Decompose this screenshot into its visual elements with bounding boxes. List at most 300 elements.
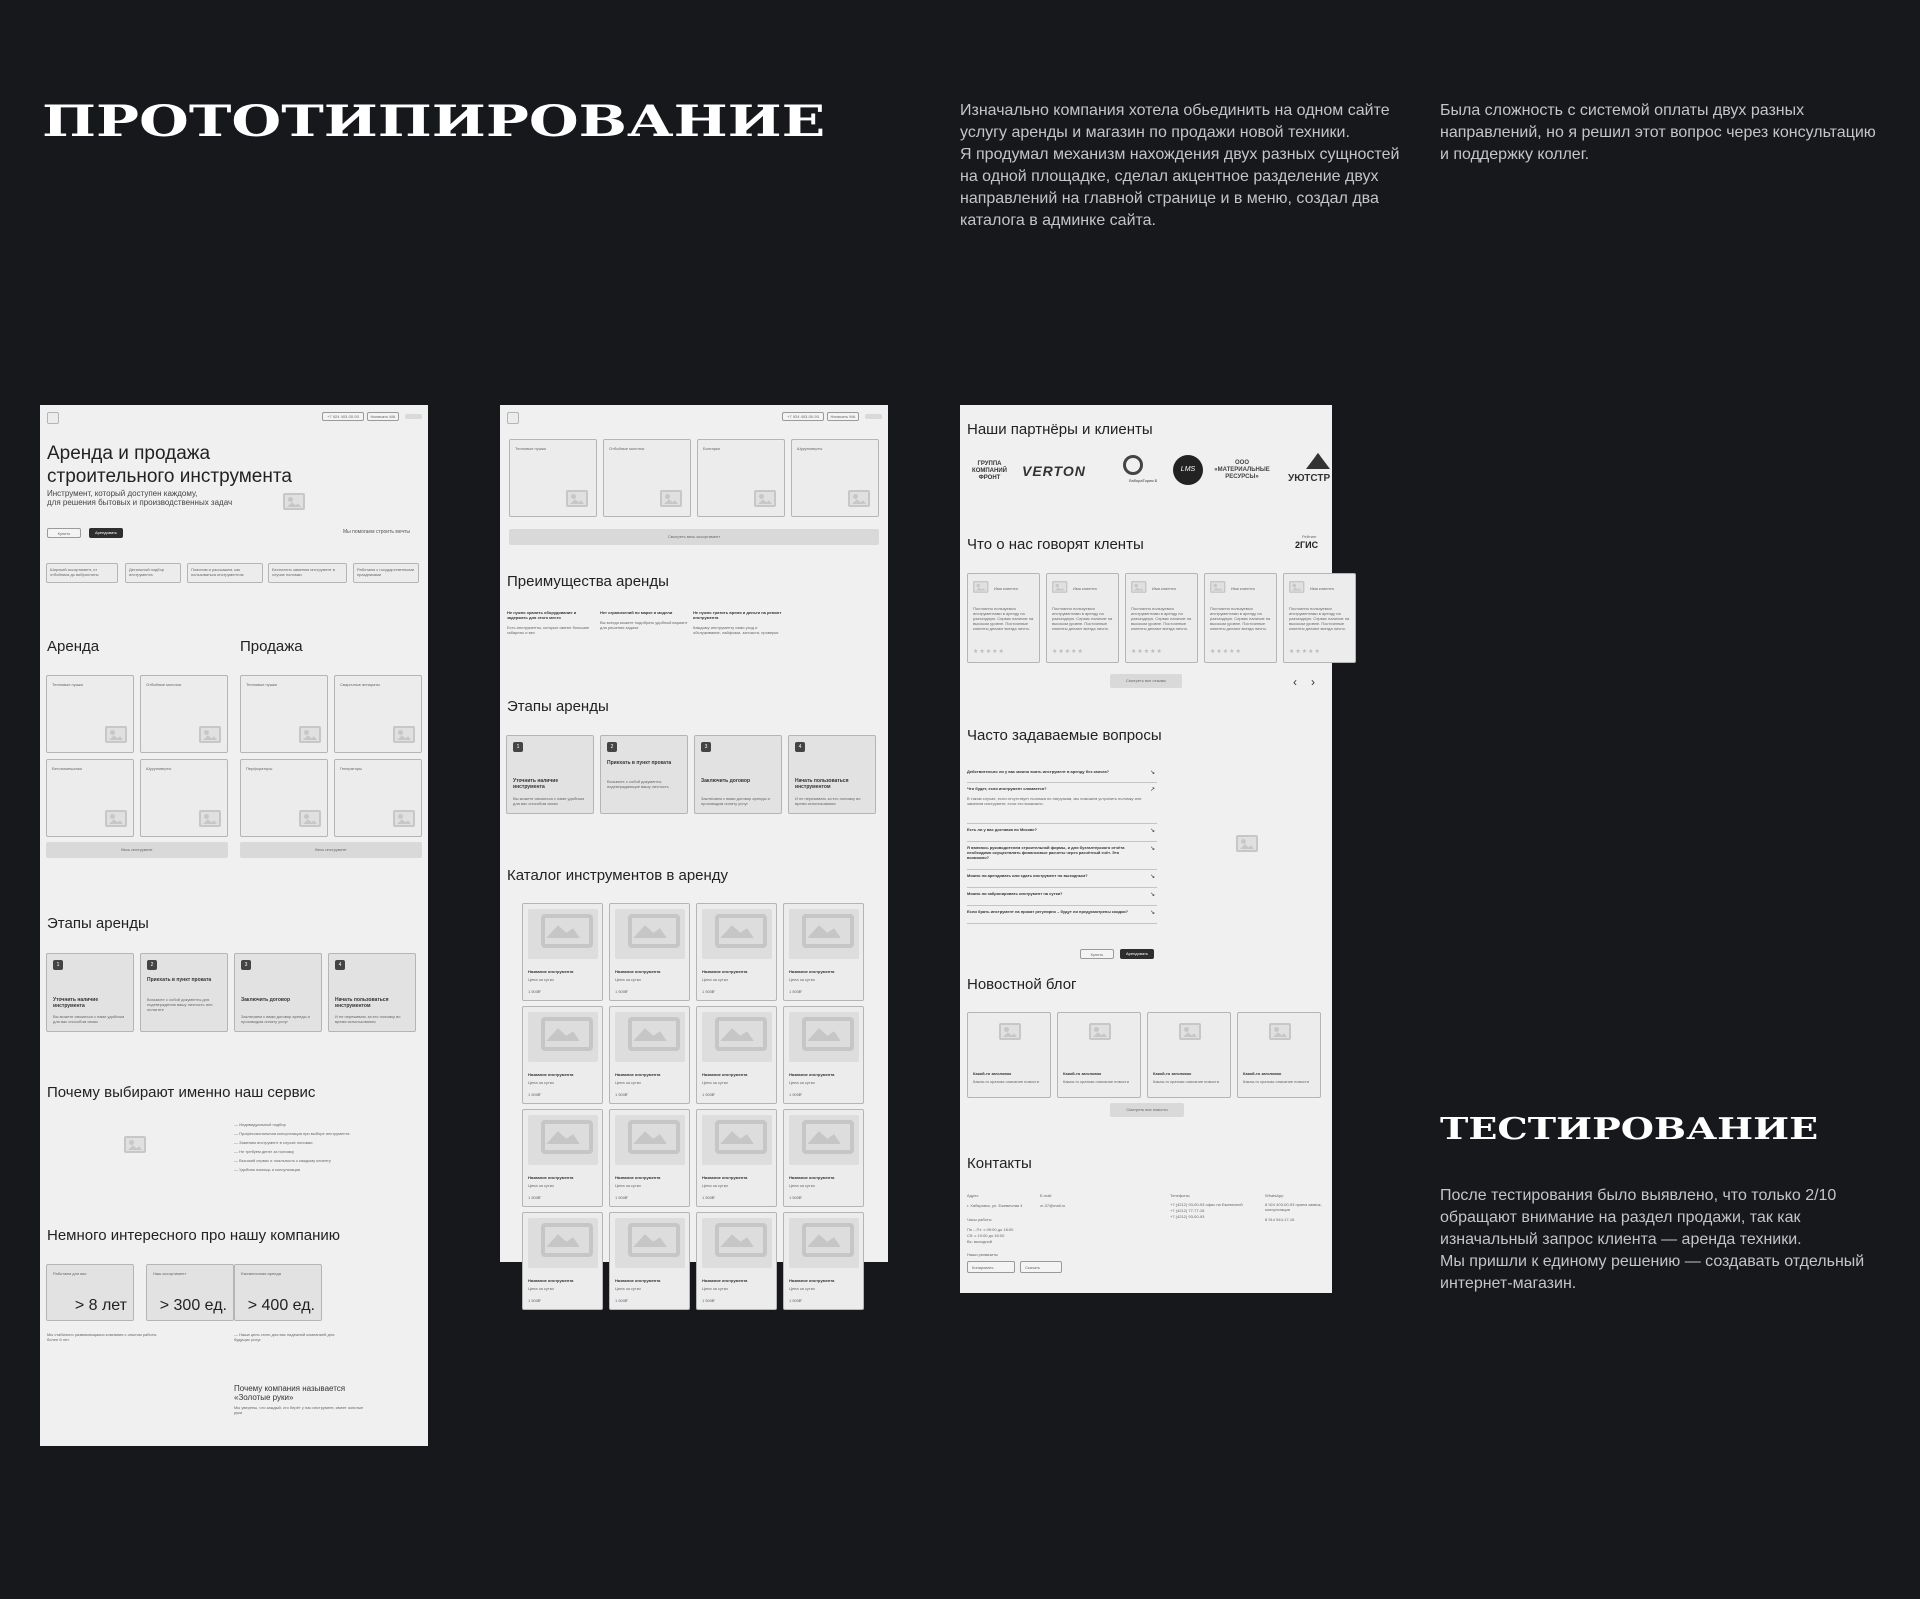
- stage-card: 3 Заключить договор Заключаем с вами договор аренды и производим оплату услуг: [234, 953, 322, 1032]
- menu-icon[interactable]: [405, 414, 422, 419]
- feature-card: Работаем с государственными праздниками: [353, 563, 419, 583]
- product-card[interactable]: [609, 903, 690, 1001]
- faq-arrow-icon[interactable]: ↘: [1149, 874, 1155, 880]
- stage-card: 4 Начать пользоваться инструментом И не переживать за его поломку во время использования: [788, 735, 876, 814]
- category-card[interactable]: Болгарки: [697, 439, 785, 517]
- stage-number: 4: [795, 742, 805, 752]
- feature-card: Поясним и расскажем, как пользоваться инструментом: [187, 563, 263, 583]
- review-card: [967, 573, 1040, 663]
- partner-logo: VERTON: [1022, 463, 1086, 479]
- product-price: 1 500₽: [615, 1298, 628, 1303]
- contacts-title: Контакты: [967, 1155, 1032, 1172]
- image-icon: [105, 726, 127, 743]
- faq-divider: [967, 823, 1157, 824]
- faq-divider: [967, 923, 1157, 924]
- gis-badge: 2ГИС: [1295, 540, 1319, 550]
- faq-rent-button[interactable]: Арендовать: [1120, 949, 1154, 959]
- product-card[interactable]: [696, 1109, 777, 1207]
- review-name: Имя клиента: [1073, 586, 1097, 591]
- sale-category-card[interactable]: Генераторы: [334, 759, 422, 837]
- faq-arrow-icon[interactable]: ↘: [1149, 892, 1155, 898]
- intro-line: направлений на главной странице и в меню, создал два: [960, 190, 1379, 207]
- product-card[interactable]: [522, 1109, 603, 1207]
- faq-question: Если брать инструмент на прокат регулярно – будут ли предусмотрены скидки?: [967, 909, 1129, 914]
- faq-item[interactable]: [967, 873, 1157, 878]
- testing-line: изначальный запрос клиента — аренда техники.: [1440, 1231, 1802, 1248]
- avatar-icon: [1052, 581, 1067, 593]
- faq-arrow-icon[interactable]: ↘: [1149, 770, 1155, 776]
- reviews-title: Что о нас говорят кленты: [967, 536, 1144, 553]
- image-icon: [299, 726, 321, 743]
- faq-divider: [967, 887, 1157, 888]
- company-name-title: Почему компания называется «Золотые руки»: [234, 1384, 346, 1402]
- product-name: Название инструмента: [789, 969, 835, 974]
- hero-subtitle-line2: для решения бытовых и производственных задач: [47, 498, 233, 507]
- reviews-row: [967, 573, 1350, 663]
- blog-row: [967, 1012, 1332, 1098]
- rent-button[interactable]: Арендовать: [89, 528, 123, 538]
- whatsapp-value[interactable]: 8 914 544-17-16: [1265, 1217, 1295, 1222]
- stages-title: Этапы аренды: [507, 698, 609, 715]
- intro-line: направлений, но я решил этот вопрос через консультацию: [1440, 124, 1876, 141]
- product-name: Название инструмента: [702, 969, 748, 974]
- product-image-icon: [528, 909, 598, 959]
- stage-number: 1: [513, 742, 523, 752]
- review-name: Имя клиента: [1310, 586, 1334, 591]
- blog-card-text: Какая-то краткая описание новости: [1153, 1079, 1219, 1084]
- intro-line: Была сложность с системой оплаты двух разных: [1440, 102, 1805, 119]
- faq-item[interactable]: [967, 909, 1157, 914]
- hours-value: Вс: выходной: [967, 1239, 992, 1244]
- faq-arrow-icon[interactable]: ↗: [1149, 787, 1155, 793]
- faq-arrow-icon[interactable]: ↘: [1149, 846, 1155, 852]
- faq-question: Есть ли у вас доставка по Москве?: [967, 827, 1037, 832]
- stage-card: 3 Заключить договор Заключаем с вами договор аренды и производим оплату услуг: [694, 735, 782, 814]
- product-sub: Цена за сутки: [615, 1286, 641, 1291]
- product-name: Название инструмента: [789, 1175, 835, 1180]
- why-item: — Не требуем денег за поломку: [234, 1149, 294, 1154]
- product-sub: Цена за сутки: [789, 1183, 815, 1188]
- product-sub: Цена за сутки: [615, 1080, 641, 1085]
- product-name: Название инструмента: [528, 1072, 574, 1077]
- testing-line: После тестирования было выявлено, что только 2/10: [1440, 1187, 1837, 1204]
- blog-card[interactable]: [967, 1012, 1051, 1098]
- image-icon: [199, 726, 221, 743]
- hours-value: Пн – Пт: с 09:00 до 18:00: [967, 1227, 1014, 1232]
- whatsapp-value[interactable]: 8 924 403-00-93 прием заявок, консультации: [1265, 1202, 1322, 1212]
- next-arrow-icon[interactable]: ›: [1311, 675, 1315, 689]
- review-name: Имя клиента: [994, 586, 1018, 591]
- product-sub: Цена за сутки: [789, 1080, 815, 1085]
- stage-card: 2 Приехать в пункт проката Возьмите с собой документы подтверждающие вашу личность: [600, 735, 688, 814]
- phone-pill[interactable]: +7 924 403-00-93: [322, 412, 364, 421]
- blog-image-icon: [1269, 1023, 1291, 1040]
- faq-divider: [967, 905, 1157, 906]
- partner-logo: ГРУППА КОМПАНИЙ ФРОНТ: [972, 461, 1007, 481]
- product-price: 1 500₽: [702, 1092, 715, 1097]
- product-image-icon: [615, 1115, 685, 1165]
- stage-number: 2: [147, 960, 157, 970]
- blog-card[interactable]: [1057, 1012, 1141, 1098]
- intro-line: услугу аренды и магазин по продажи новой техники.: [960, 124, 1350, 141]
- review-stars: ★★★★★: [1052, 649, 1084, 655]
- product-image-icon: [528, 1012, 598, 1062]
- product-card[interactable]: [522, 1006, 603, 1104]
- faq-question: Можно ли забронировать инструмент на сутки?: [967, 891, 1063, 896]
- partner-logo-circle: [1123, 455, 1143, 475]
- whatsapp-label: WhatsApp: [1265, 1193, 1284, 1198]
- product-sub: Цена за сутки: [702, 1286, 728, 1291]
- faq-item[interactable]: [967, 891, 1157, 896]
- partner-logo: ЛабораТория Б: [1128, 478, 1158, 483]
- why-item: — Удобная помощь и консультация: [234, 1167, 301, 1172]
- product-sub: Цена за сутки: [528, 1080, 554, 1085]
- product-sub: Цена за сутки: [789, 977, 815, 982]
- product-price: 1 500₽: [528, 1092, 541, 1097]
- product-name: Название инструмента: [528, 969, 574, 974]
- faq-divider: [967, 841, 1157, 842]
- wireframe-rent: [500, 405, 888, 1303]
- faq-title: Часто задаваемые вопросы: [967, 727, 1162, 744]
- product-image-icon: [615, 909, 685, 959]
- faq-arrow-icon[interactable]: ↘: [1149, 910, 1155, 916]
- blog-card-title: Какой-то заголовок: [973, 1071, 1012, 1076]
- product-image-icon: [702, 909, 772, 959]
- review-card: [1125, 573, 1198, 663]
- stage-card: 1 Уточнить наличие инструмента Вы можете связаться с нами удобным для вас способом связи: [46, 953, 134, 1032]
- product-card[interactable]: [783, 1109, 864, 1207]
- blog-image-icon: [999, 1023, 1021, 1040]
- image-icon: [660, 490, 682, 507]
- phones-label: Телефоны: [1170, 1193, 1190, 1198]
- why-title: Почему выбирают именно наш сервис: [47, 1084, 316, 1101]
- product-sub: Цена за сутки: [702, 977, 728, 982]
- faq-arrow-icon[interactable]: ↘: [1149, 828, 1155, 834]
- sale-section-title: Продажа: [240, 638, 303, 655]
- product-sub: Цена за сутки: [615, 977, 641, 982]
- image-icon: [393, 810, 415, 827]
- faq-divider: [967, 782, 1157, 783]
- about-text-right: — Наша цель стать для вас надежной компанией для будущих услуг.: [234, 1332, 335, 1342]
- hero-image-icon: [283, 493, 305, 510]
- copy-button[interactable]: Копировать: [967, 1261, 1015, 1273]
- testing-heading: ТЕСТИРОВАНИЕ: [1440, 1112, 1819, 1147]
- category-card[interactable]: Отбойные молотки: [603, 439, 691, 517]
- product-image-icon: [528, 1218, 598, 1268]
- product-price: 1 500₽: [789, 1195, 802, 1200]
- address-label: Адрес: [967, 1193, 979, 1198]
- feature-card: Широкий ассортимент, от отбойника до виброплиты: [46, 563, 118, 583]
- review-name: Имя клиента: [1152, 586, 1176, 591]
- hero-title-line2: строительного инструмента: [47, 466, 292, 487]
- stages-title: Этапы аренды: [47, 915, 149, 932]
- image-icon: [848, 490, 870, 507]
- product-image-icon: [615, 1012, 685, 1062]
- testing-line: интернет-магазин.: [1440, 1275, 1577, 1292]
- rent-all-button[interactable]: Весь инструмент: [46, 842, 228, 858]
- why-list: [234, 1120, 414, 1174]
- about-title: Немного интересного про нашу компанию: [47, 1227, 340, 1244]
- product-card[interactable]: [522, 1212, 603, 1310]
- product-card[interactable]: [783, 903, 864, 1001]
- buy-button[interactable]: Купить: [47, 528, 81, 538]
- email-value[interactable]: zr-37@mail.ru: [1040, 1203, 1066, 1208]
- hero-title-line1: Аренда и продажа: [47, 443, 211, 464]
- category-card[interactable]: Шуруповерты: [791, 439, 879, 517]
- sale-category-card[interactable]: Сварочные аппараты: [334, 675, 422, 753]
- phone-value[interactable]: +7 (4212) 77-77-16: [1170, 1208, 1205, 1213]
- feature-card: Детальный подбор инструмента: [125, 563, 181, 583]
- product-card[interactable]: [522, 903, 603, 1001]
- product-price: 1 500₽: [702, 1195, 715, 1200]
- faq-item[interactable]: [967, 827, 1157, 832]
- rent-category-card[interactable]: Шуруповерты: [140, 759, 228, 837]
- address-value: г. Хабаровск, ул. Ежевичная 4: [967, 1203, 1023, 1208]
- product-card[interactable]: [783, 1212, 864, 1310]
- phone-value[interactable]: +7 (4212) 93-00-93 офис на Ежевичной: [1170, 1202, 1243, 1207]
- product-price: 1 500₽: [615, 989, 628, 994]
- stage-number: 2: [607, 742, 617, 752]
- faq-buy-button[interactable]: Купить: [1080, 949, 1114, 959]
- product-name: Название инструмента: [528, 1175, 574, 1180]
- product-name: Название инструмента: [615, 1175, 661, 1180]
- intro-line: Я продумал механизм нахождения двух разных сущностей: [960, 146, 1400, 163]
- sale-all-button[interactable]: Весь инструмент: [240, 842, 422, 858]
- write-button[interactable]: Написать WA: [367, 412, 399, 421]
- blog-card-text: Какая-то краткая описание новости: [1243, 1079, 1309, 1084]
- product-image-icon: [789, 1115, 859, 1165]
- product-card[interactable]: [696, 1006, 777, 1104]
- house-icon: [1306, 453, 1330, 469]
- product-price: 1 500₽: [789, 989, 802, 994]
- partners-title: Наши партнёры и клиенты: [967, 421, 1153, 438]
- avatar-icon: [1289, 581, 1304, 593]
- email-label: E-mail: [1040, 1193, 1052, 1198]
- logo-icon: [507, 412, 519, 424]
- product-name: Название инструмента: [615, 1072, 661, 1077]
- product-image-icon: [528, 1115, 598, 1165]
- partner-logo: LMS: [1173, 455, 1203, 485]
- product-price: 1 500₽: [615, 1195, 628, 1200]
- why-item: — Высокий сервис и лояльность к каждому клиенту: [234, 1158, 331, 1163]
- stage-number: 3: [701, 742, 711, 752]
- rent-section-title: Аренда: [47, 638, 100, 655]
- product-image-icon: [789, 1012, 859, 1062]
- why-item: — Индивидуальный подбор: [234, 1122, 286, 1127]
- product-name: Название инструмента: [789, 1278, 835, 1283]
- product-price: 1 500₽: [702, 1298, 715, 1303]
- wireframe-home: [40, 405, 428, 1446]
- blog-card-title: Какой-то заголовок: [1243, 1071, 1282, 1076]
- product-sub: Цена за сутки: [789, 1286, 815, 1291]
- why-image-icon: [124, 1136, 146, 1153]
- download-button[interactable]: Скачать: [1020, 1261, 1062, 1273]
- category-card[interactable]: Тепловые пушки: [509, 439, 597, 517]
- blog-card[interactable]: [1237, 1012, 1321, 1098]
- faq-item[interactable]: [967, 845, 1157, 860]
- stage-card: 2 Приехать в пункт проката Возьмите с собой документы для подтверждения вашу личность или оплатите: [140, 953, 228, 1032]
- product-image-icon: [789, 1218, 859, 1268]
- avatar-icon: [973, 581, 988, 593]
- prev-arrow-icon[interactable]: ‹: [1293, 675, 1297, 689]
- blog-image-icon: [1179, 1023, 1201, 1040]
- faq-divider: [967, 869, 1157, 870]
- intro-text-right: [1440, 100, 1900, 166]
- phone-pill[interactable]: +7 924 403-00-93: [782, 412, 824, 421]
- product-name: Название инструмента: [702, 1278, 748, 1283]
- intro-text-left: [960, 100, 1410, 232]
- product-image-icon: [702, 1012, 772, 1062]
- product-name: Название инструмента: [615, 1278, 661, 1283]
- advantage-item: Нет ограничений по марке и модели Вы всегда можете подобрать удобный вариант для решения задачи: [600, 610, 688, 630]
- advantage-item: Не нужно хранить оборудование и задержать для этого место Есть инструменты, которые имеют большие габариты и вес: [507, 610, 590, 635]
- review-card: [1283, 573, 1356, 663]
- product-card[interactable]: [609, 1006, 690, 1104]
- image-icon: [393, 726, 415, 743]
- review-card: [1046, 573, 1119, 663]
- rent-category-card[interactable]: Бетономешалки: [46, 759, 134, 837]
- menu-icon[interactable]: [865, 414, 882, 419]
- faq-item[interactable]: [967, 786, 1157, 806]
- sale-category-card[interactable]: Перфораторы: [240, 759, 328, 837]
- review-stars: ★★★★★: [1210, 649, 1242, 655]
- product-card[interactable]: [696, 1212, 777, 1310]
- product-card[interactable]: [609, 1212, 690, 1310]
- review-card: [1204, 573, 1277, 663]
- faq-image-icon: [1236, 835, 1258, 852]
- why-item: — Профессиональная консультация при выборе инструмента: [234, 1131, 350, 1136]
- intro-line: Изначально компания хотела обьединить на одном сайте: [960, 102, 1390, 119]
- image-icon: [199, 810, 221, 827]
- avatar-icon: [1131, 581, 1146, 593]
- requisites-label: Наши реквизиты: [967, 1252, 999, 1257]
- product-name: Название инструмента: [528, 1278, 574, 1283]
- all-assortment-button[interactable]: Смотреть весь ассортимент: [509, 529, 879, 545]
- image-icon: [299, 810, 321, 827]
- faq-question: Я являюсь руководителем строительной фирмы, и для бухгалтерского отчёта необходимо осуществлять финансовые расчеты через расчётный счёт. Это возможно?: [967, 845, 1125, 860]
- sale-category-card[interactable]: Тепловые пушки: [240, 675, 328, 753]
- help-text: Мы помогаем строить мечты: [343, 529, 410, 535]
- blog-card-text: Какая-то краткая описание новости: [1063, 1079, 1129, 1084]
- avatar-icon: [1210, 581, 1225, 593]
- faq-answer: В таком случае, если отсутствует поломка по нагрузкам, мы поможем устранить поломку или заменим инструмент, если это возможно.: [967, 796, 1142, 806]
- advantages-title: Преимущества аренды: [507, 573, 669, 590]
- stage-card: 1 Уточнить наличие инструмента Вы можете связаться с нами удобным для вас способом связи: [506, 735, 594, 814]
- product-card[interactable]: [696, 903, 777, 1001]
- phone-value[interactable]: +7 (4212) 93-00-93: [1170, 1214, 1205, 1219]
- product-price: 1 500₽: [702, 989, 715, 994]
- faq-question: Что будет, если инструмент сломается?: [967, 786, 1047, 791]
- product-name: Название инструмента: [789, 1072, 835, 1077]
- intro-line: каталога в админке сайта.: [960, 212, 1156, 229]
- stage-card: 4 Начать пользоваться инструментом И не переживать за его поломку во время использования: [328, 953, 416, 1032]
- product-image-icon: [702, 1218, 772, 1268]
- blog-image-icon: [1089, 1023, 1111, 1040]
- stat-card: Ежемесячная аренда > 400 ед.: [234, 1264, 322, 1321]
- stat-card: Работаем для вас > 8 лет: [46, 1264, 134, 1321]
- testing-line: Мы пришли к единому решению — создавать отдельный: [1440, 1253, 1865, 1270]
- all-news-button[interactable]: Смотреть все новости: [1110, 1103, 1184, 1117]
- blog-card-text: Какая-то краткая описание новости: [973, 1079, 1039, 1084]
- review-text: Постоянно пользуемся инструментами в аренду на разъездную. Сервис наличие на высоком уровне. Постоянные клиенты делают всегда лично.: [973, 606, 1034, 631]
- product-sub: Цена за сутки: [528, 1286, 554, 1291]
- stage-number: 3: [241, 960, 251, 970]
- product-sub: Цена за сутки: [528, 1183, 554, 1188]
- testing-text: [1440, 1185, 1900, 1295]
- product-sub: Цена за сутки: [702, 1080, 728, 1085]
- faq-question: Действительно ли у вас можно взять инструмент в аренду без залога?: [967, 769, 1109, 774]
- faq-question: Можно ли арендовать или сдать инструмент по выходным?: [967, 873, 1088, 878]
- about-text-left: Мы стабильно развивающаяся компания с опытом работы более 8 лет.: [47, 1332, 157, 1342]
- testing-line: обращают внимание на раздел продажи, так как: [1440, 1209, 1801, 1226]
- product-price: 1 500₽: [789, 1092, 802, 1097]
- product-name: Название инструмента: [702, 1072, 748, 1077]
- rent-category-card[interactable]: Тепловые пушки: [46, 675, 134, 753]
- product-name: Название инструмента: [615, 969, 661, 974]
- product-price: 1 500₽: [528, 989, 541, 994]
- advantage-item: Не нужно тратить время и деньги на ремонт инструмента Каждому инструменту сами уход и обслуживание, лайфхаки, запчасти, проверки: [693, 610, 782, 635]
- faq-list: [967, 769, 1157, 929]
- partner-logo: УЮТСТР: [1288, 473, 1331, 484]
- rent-category-card[interactable]: Отбойные молотки: [140, 675, 228, 753]
- image-icon: [105, 810, 127, 827]
- stage-number: 4: [335, 960, 345, 970]
- product-price: 1 500₽: [528, 1298, 541, 1303]
- logo-icon: [47, 412, 59, 424]
- review-stars: ★★★★★: [1289, 649, 1321, 655]
- review-stars: ★★★★★: [973, 649, 1005, 655]
- all-reviews-button[interactable]: Смотреть все отзывы: [1110, 674, 1182, 688]
- review-text: Постоянно пользуемся инструментами в аренду на разъездную. Сервис наличие на высоком уровне. Постоянные клиенты делают всегда лично.: [1131, 606, 1192, 631]
- catalog-title: Каталог инструментов в аренду: [507, 867, 729, 884]
- product-price: 1 500₽: [528, 1195, 541, 1200]
- faq-item[interactable]: [967, 769, 1157, 774]
- wireframe-about: [960, 405, 1350, 1293]
- product-image-icon: [615, 1218, 685, 1268]
- why-item: — Заменим инструмент в случае поломки: [234, 1140, 313, 1145]
- feature-card: Бесплатно заменим инструмент в случае поломки: [268, 563, 347, 583]
- product-sub: Цена за сутки: [702, 1183, 728, 1188]
- stat-card: Наш ассортимент > 300 ед.: [146, 1264, 234, 1321]
- product-name: Название инструмента: [702, 1175, 748, 1180]
- rating-label: Рейтинг: [1302, 534, 1317, 539]
- product-sub: Цена за сутки: [528, 977, 554, 982]
- image-icon: [754, 490, 776, 507]
- hero-subtitle-line1: Инструмент, который доступен каждому,: [47, 489, 198, 498]
- blog-card-title: Какой-то заголовок: [1063, 1071, 1102, 1076]
- catalog-grid: [522, 903, 872, 1303]
- review-name: Имя клиента: [1231, 586, 1255, 591]
- review-text: Постоянно пользуемся инструментами в аренду на разъездную. Сервис наличие на высоком уровне. Постоянные клиенты делают всегда лично.: [1210, 606, 1271, 631]
- product-sub: Цена за сутки: [615, 1183, 641, 1188]
- product-price: 1 500₽: [615, 1092, 628, 1097]
- product-image-icon: [789, 909, 859, 959]
- image-icon: [566, 490, 588, 507]
- product-card[interactable]: [609, 1109, 690, 1207]
- prototyping-heading: ПРОТОТИПИРОВАНИЕ: [42, 97, 826, 147]
- write-button[interactable]: Написать WA: [827, 412, 859, 421]
- blog-card[interactable]: [1147, 1012, 1231, 1098]
- intro-line: и поддержку коллег.: [1440, 146, 1590, 163]
- intro-line: на одной площадке, сделал акцентное разделение двух: [960, 168, 1379, 185]
- stage-number: 1: [53, 960, 63, 970]
- blog-card-title: Какой-то заголовок: [1153, 1071, 1192, 1076]
- hours-value: Сб: с 10:00 до 16:00: [967, 1233, 1005, 1238]
- review-stars: ★★★★★: [1131, 649, 1163, 655]
- product-card[interactable]: [783, 1006, 864, 1104]
- partner-logo: ООО «МАТЕРИАЛЬНЫЕ РЕСУРСЫ»: [1214, 460, 1270, 480]
- blog-title: Новостной блог: [967, 976, 1077, 993]
